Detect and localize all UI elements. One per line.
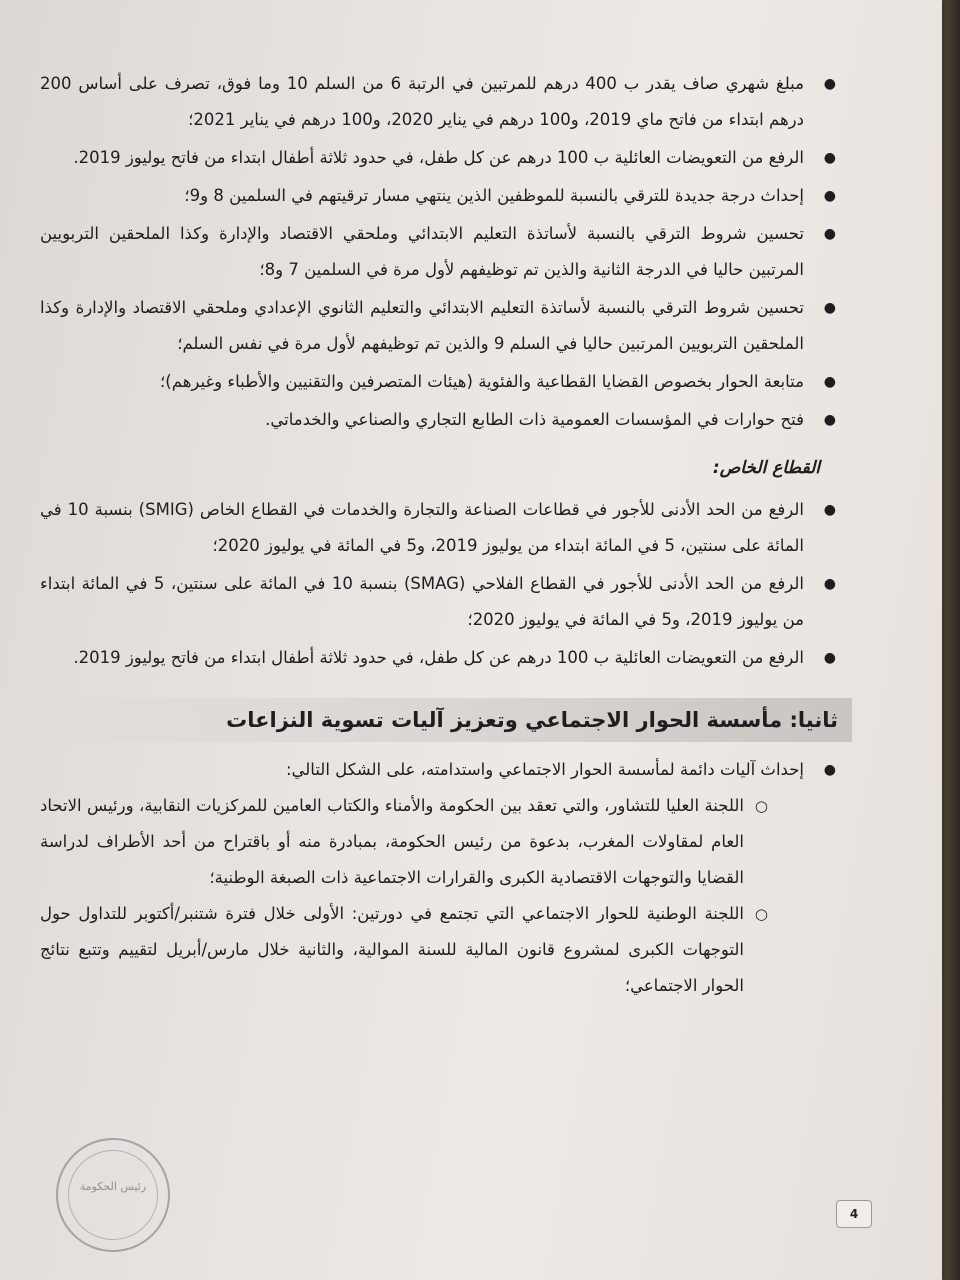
list-item: ● الرفع من التعويضات العائلية ب 100 درهم عن كل طفل، في حدود ثلاثة أطفال ابتداء من فاتح يوليوز 2019.: [40, 640, 840, 676]
sub-list-item: ○ اللجنة العليا للتشاور، والتي تعقد بين الحكومة والأمناء والكتاب العامين للمركزيات النقابية، ورئيس الاتحاد العام لمقاولات المغرب، بدعوة من رئيس الحكومة، بمبادرة منه أو باقتراح من أحد الأطراف لدراسة القضايا والتوجهات الاقتصادية الكبرى والقرارات الاجتماعية ذات الصبغة الوطنية؛: [40, 788, 768, 896]
private-sector-heading: القطاع الخاص:: [712, 458, 820, 478]
list-item: ● تحسين شروط الترقي بالنسبة لأساتذة التعليم الابتدائي وملحقي الاقتصاد والإدارة وكذا الملحقين التربويين المرتبين حاليا في الدرجة الثانية والذين تم توظيفهم لأول مرة في السلمين 7 و8؛: [40, 216, 840, 288]
section-two-intro: إحداث آليات دائمة لمأسسة الحوار الاجتماعي واستدامته، على الشكل التالي:: [285, 760, 804, 779]
public-sector-list: [40, 66, 840, 438]
page-number: 4: [836, 1200, 872, 1228]
list-item: ● فتح حوارات في المؤسسات العمومية ذات الطابع التجاري والصناعي والخدماتي.: [40, 402, 840, 438]
private-sector-list: [40, 492, 840, 676]
list-item: ● مبلغ شهري صاف يقدر ب 400 درهم للمرتبين في الرتبة 6 من السلم 10 وما فوق، تصرف على أساس 200 درهم ابتداء من فاتح ماي 2019، و100 درهم في يناير 2020، و100 درهم في يناير 2021؛: [40, 66, 840, 138]
list-item: ● الرفع من الحد الأدنى للأجور في قطاعات الصناعة والتجارة والخدمات في القطاع الخاص (SMIG) بنسبة 10 في المائة على سنتين، 5 في المائة ابتداء من يوليوز 2019، و5 في المائة في يوليوز 2020؛: [40, 492, 840, 564]
list-item: ● إحداث درجة جديدة للترقي بالنسبة للموظفين الذين ينتهي مسار ترقيتهم في السلمين 8 و9؛: [40, 178, 840, 214]
sub-list: [40, 788, 804, 1004]
list-item: [40, 752, 840, 1004]
stamp-text: رئيس الحكومة: [79, 1180, 147, 1193]
official-stamp: [56, 1138, 170, 1252]
page-content: [40, 66, 840, 1006]
sub-list-item: ○ اللجنة الوطنية للحوار الاجتماعي التي تجتمع في دورتين: الأولى خلال فترة شتنبر/أكتوبر للتداول حول التوجهات الكبرى لمشروع قانون المالية للسنة الموالية، والثانية خلال مارس/أبريل لتقييم وتتبع نتائج الحوار الاجتماعي؛: [40, 896, 768, 1004]
section-two-title: ثانيا: مأسسة الحوار الاجتماعي وتعزيز آليات تسوية النزاعات: [40, 698, 852, 742]
list-item: ● متابعة الحوار بخصوص القضايا القطاعية والفئوية (هيئات المتصرفين والتقنيين والأطباء وغيرهم)؛: [40, 364, 840, 400]
list-item: ● الرفع من الحد الأدنى للأجور في القطاع الفلاحي (SMAG) بنسبة 10 في المائة على سنتين، 5 في المائة ابتداء من يوليوز 2019، و5 في المائة في يوليوز 2020؛: [40, 566, 840, 638]
list-item: ● الرفع من التعويضات العائلية ب 100 درهم عن كل طفل، في حدود ثلاثة أطفال ابتداء من فاتح يوليوز 2019.: [40, 140, 840, 176]
section-two-list: [40, 752, 840, 1004]
list-item: ● تحسين شروط الترقي بالنسبة لأساتذة التعليم الابتدائي والتعليم الثانوي الإعدادي وملحقي الاقتصاد والإدارة وكذا الملحقين التربويين المرتبين حاليا في السلم 9 والذين تم توظيفهم لأول مرة في نفس السلم؛: [40, 290, 840, 362]
